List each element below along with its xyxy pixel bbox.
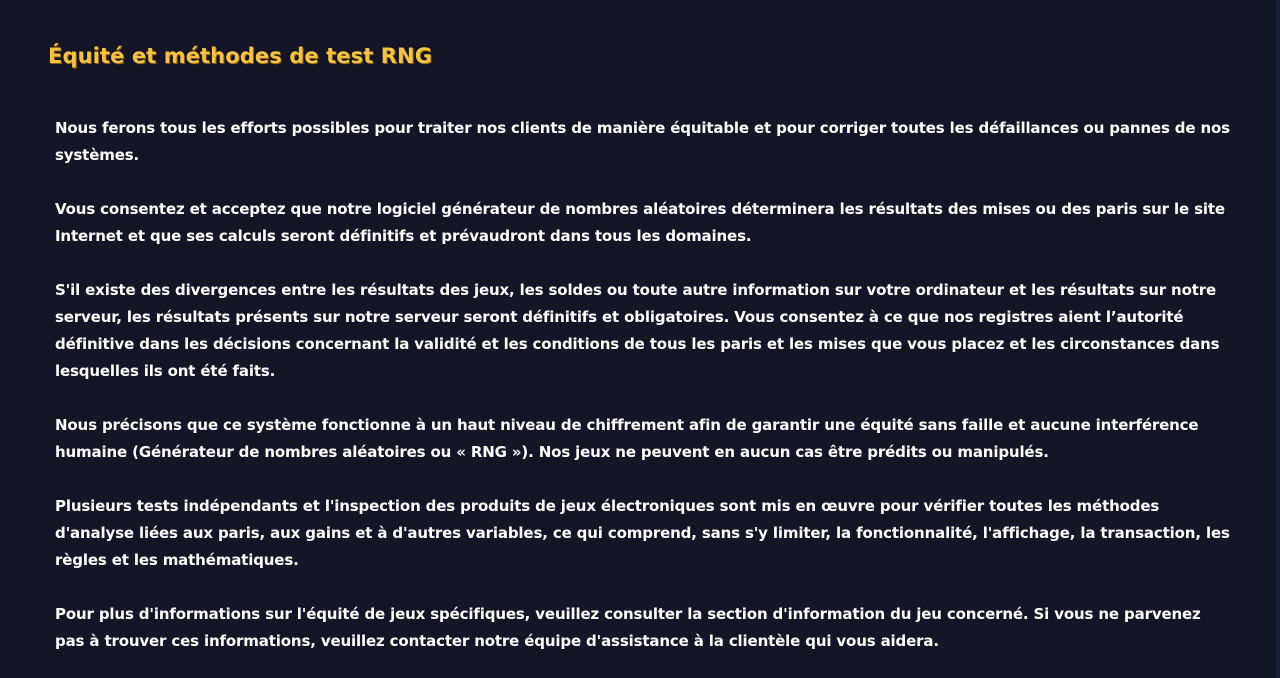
content-body — [55, 115, 1230, 678]
paragraph-fair-treatment: Nous ferons tous les efforts possibles pour traiter nos clients de manière équitable et pour corriger toutes les défaillances ou pannes de nos systèmes. — [55, 119, 1230, 164]
page-title: Équité et méthodes de test RNG — [48, 44, 433, 68]
paragraph-rng-consent: Vous consentez et acceptez que notre logiciel générateur de nombres aléatoires déterminera les résultats des mises ou des paris sur le site Internet et que ses calculs seront définitifs et prévaudront dans tous les domaines. — [55, 200, 1225, 245]
scrollbar-track[interactable] — [1276, 0, 1280, 678]
paragraph-encryption: Nous précisons que ce système fonctionne à un haut niveau de chiffrement afin de garantir une équité sans faille et aucune interférence humaine (Générateur de nombres aléatoires ou « RNG »). Nos jeux ne peuvent en aucun cas être prédits ou manipulés. — [55, 416, 1199, 461]
paragraph-independent-tests: Plusieurs tests indépendants et l'inspection des produits de jeux électroniques sont mis en œuvre pour vérifier toutes les méthodes d'analyse liées aux paris, aux gains et à d'autres variables, ce qui comprend, sans s'y limiter, la fonctionnalité, l'affichage, la transaction, les règles et les mathématiques. — [55, 497, 1230, 569]
paragraph-more-information: Pour plus d'informations sur l'équité de jeux spécifiques, veuillez consulter la section d'information du jeu concerné. Si vous ne parvenez pas à trouver ces informations, veuillez contacter notre équipe d'assistance à la clientèle qui vous aidera. — [55, 605, 1201, 650]
paragraph-server-records: S'il existe des divergences entre les résultats des jeux, les soldes ou toute autre information sur votre ordinateur et les résultats sur notre serveur, les résultats présents sur notre serveur seront définitifs et obligatoires. Vous consentez à ce que nos registres aient l’autorité définitive dans les décisions concernant la validité et les conditions de tous les paris et les mises que vous placez et les circonstances dans lesquelles ils ont été faits. — [55, 281, 1220, 380]
